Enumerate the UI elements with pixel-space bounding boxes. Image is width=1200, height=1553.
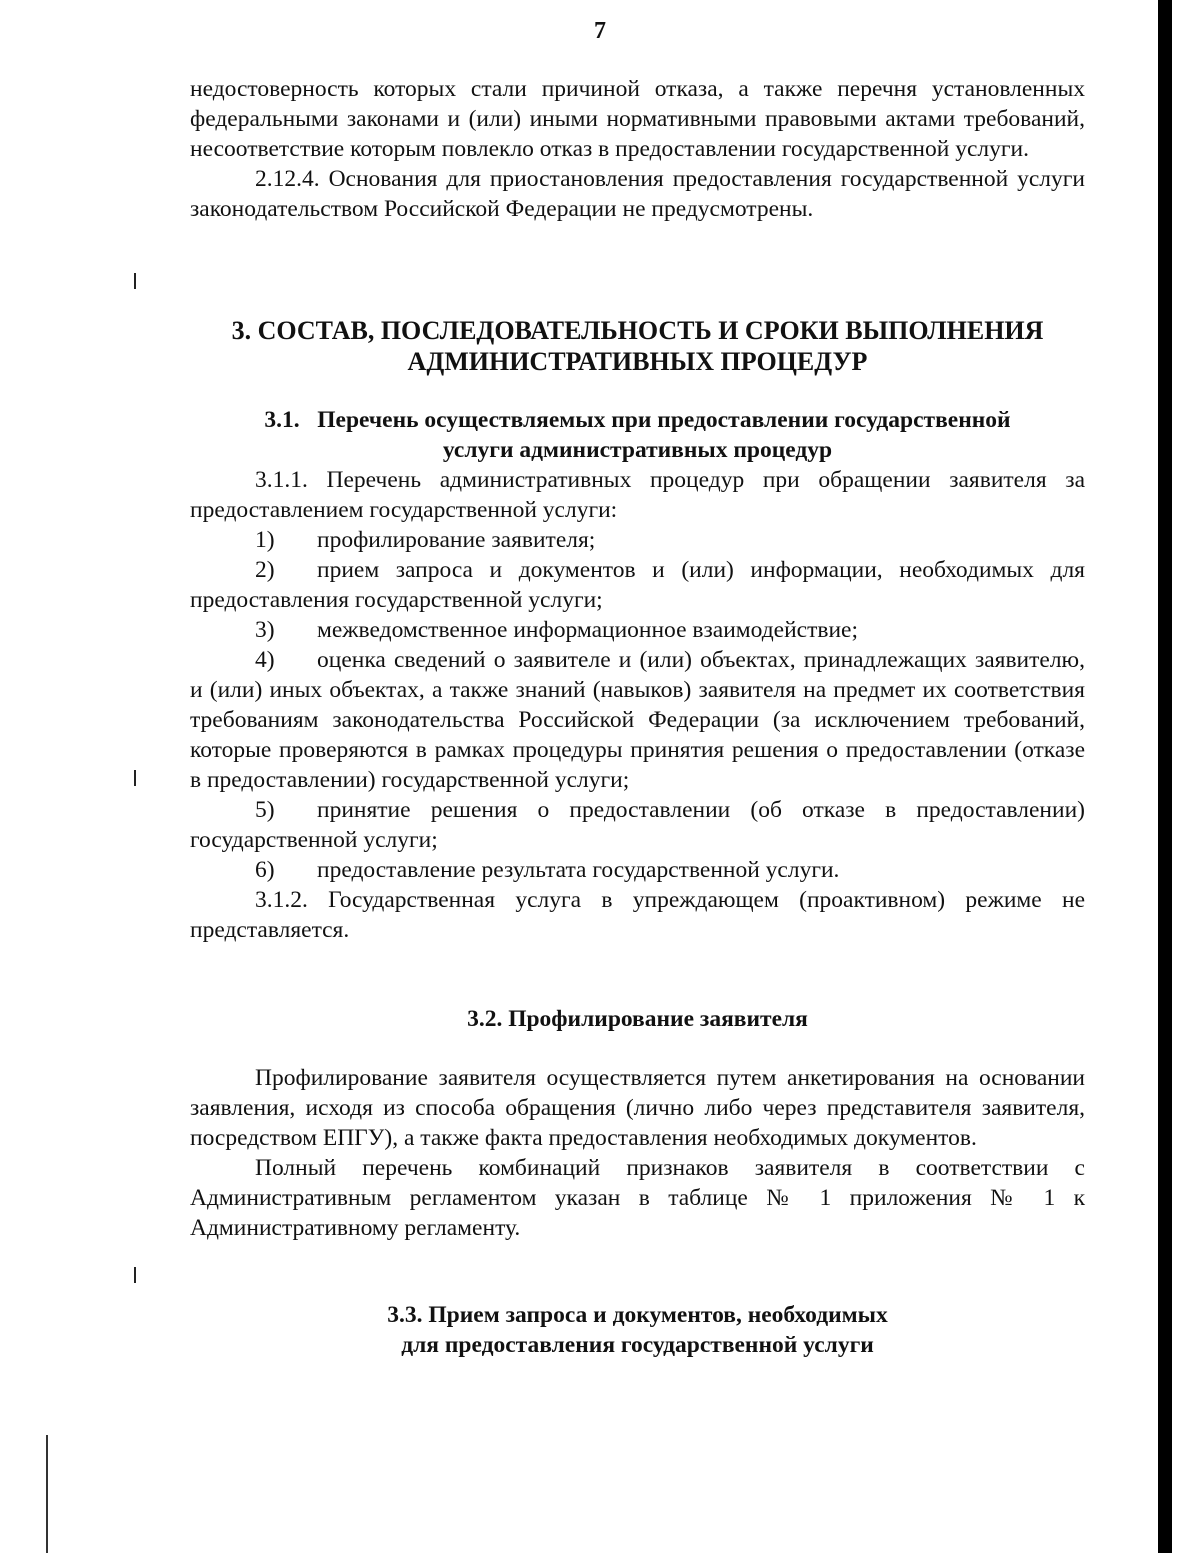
margin-mark — [134, 770, 136, 786]
section-3-1-body — [190, 465, 1085, 945]
list-item-text: межведомственное информационное взаимодействие; — [317, 617, 859, 643]
section-3-2-title: 3.2. Профилирование заявителя — [467, 1006, 808, 1032]
section-3-2-body — [190, 1063, 1085, 1243]
list-item-number: 1) — [255, 527, 275, 553]
top-text-block — [190, 74, 1085, 224]
list-item-number: 2) — [255, 557, 275, 583]
list-item — [190, 525, 1085, 555]
list-item-number: 4) — [255, 647, 275, 673]
margin-mark — [134, 273, 136, 289]
margin-mark — [134, 1267, 136, 1283]
list-item-text: прием запроса и документов и (или) информации, необходимых для предоставления государственной услуги; — [190, 557, 1085, 613]
list-item-text: принятие решения о предоставлении (об отказе в предоставлении) государственной услуги; — [190, 797, 1085, 853]
list-item — [190, 795, 1085, 855]
section-3-2-paragraph-1: Профилирование заявителя осуществляется путем анкетирования на основании заявления, исходя из способа обращения (лично либо через представителя заявителя, посредством ЕПГУ), а также факта предоставления необходимых документов. — [190, 1065, 1085, 1151]
page-number: 7 — [594, 18, 606, 44]
paragraph-3-1-2: 3.1.2. Государственная услуга в упреждающем (проактивном) режиме не представляется. — [190, 887, 1085, 943]
list-item — [190, 615, 1085, 645]
paragraph-2-12-4: 2.12.4. Основания для приостановления предоставления государственной услуги законодательством Российской Федерации не предусмотрены. — [190, 166, 1085, 222]
list-item-number: 6) — [255, 857, 275, 883]
list-item-text: предоставление результата государственной услуги. — [317, 857, 840, 883]
list-item-text: оценка сведений о заявителе и (или) объектах, принадлежащих заявителю, и (или) иных объектах, а также знаний (навыков) заявителя на предмет их соответствия требованиям законодательства Российской Федерации (за исключением требований, которые проверяются в рамках процедуры принятия решения о предоставлении (отказе в предоставлении) государственной услуги; — [190, 647, 1085, 793]
section-3-3-title-line2: для предоставления государственной услуги — [401, 1332, 874, 1358]
section-3-3-title — [190, 1300, 1085, 1360]
section-3-1-title-line2: услуги административных процедур — [442, 437, 833, 463]
list-item-number: 5) — [255, 797, 275, 823]
list-item — [190, 645, 1085, 795]
list-item-number: 3) — [255, 617, 275, 643]
section-3-title — [190, 315, 1085, 377]
section-3-1-title — [190, 405, 1085, 465]
list-item-text: профилирование заявителя; — [317, 527, 596, 553]
list-item — [190, 555, 1085, 615]
section-3-1-title-line1: 3.1. Перечень осуществляемых при предоставлении государственной — [264, 407, 1011, 433]
section-3-2-paragraph-2: Полный перечень комбинаций признаков заявителя в соответствии с Административным регламентом указан в таблице № 1 приложения № 1 к Административному регламенту. — [190, 1155, 1085, 1241]
paragraph-3-1-1: 3.1.1. Перечень административных процедур при обращении заявителя за предоставлением государственной услуги: — [190, 467, 1085, 523]
section-3-title-line1: 3. СОСТАВ, ПОСЛЕДОВАТЕЛЬНОСТЬ И СРОКИ ВЫПОЛНЕНИЯ — [231, 316, 1044, 345]
list-item — [190, 855, 1085, 885]
section-3-3-title-line1: 3.3. Прием запроса и документов, необходимых — [387, 1302, 888, 1328]
scan-edge-bar — [1158, 0, 1172, 1553]
section-3-title-line2: АДМИНИСТРАТИВНЫХ ПРОЦЕДУР — [407, 347, 868, 376]
scan-edge-line — [46, 1435, 48, 1553]
top-paragraph: недостоверность которых стали причиной отказа, а также перечня установленных федеральными законами и (или) иными нормативными правовыми актами требований, несоответствие которым повлекло отказ в предоставлении государственной услуги. — [190, 76, 1085, 162]
